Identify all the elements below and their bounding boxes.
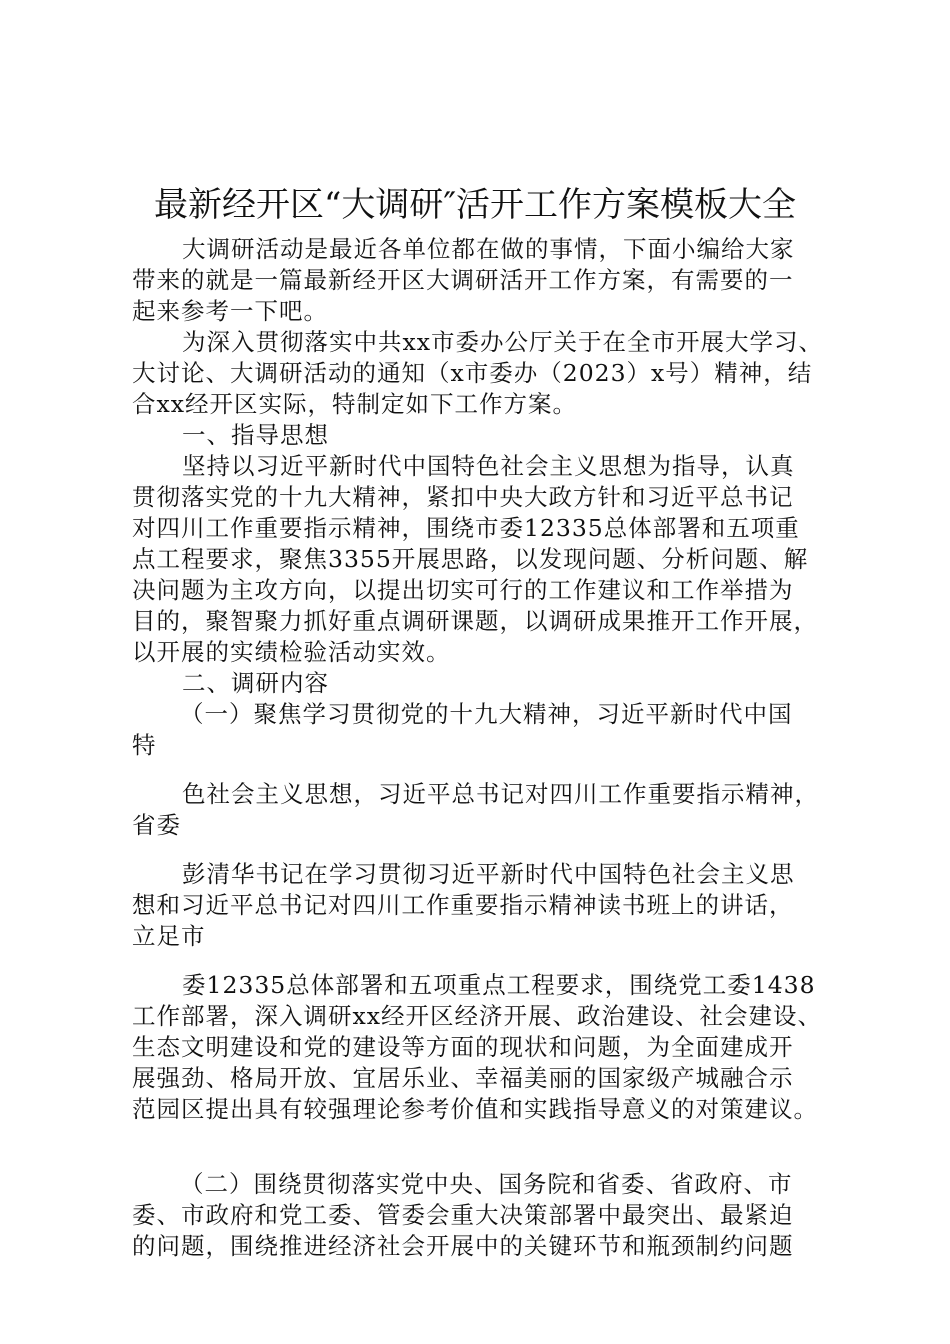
text-line: （二）围绕贯彻落实党中央、国务院和省委、省政府、市 bbox=[180, 1170, 793, 1198]
text-line: 想和习近平总书记对四川工作重要指示精神读书班上的讲话， bbox=[132, 891, 794, 919]
text-line: 范园区提出具有较强理论参考价值和实践指导意义的对策建议。 bbox=[132, 1095, 818, 1123]
document-body bbox=[132, 234, 832, 1262]
text-line: 工作部署，深入调研xx经开区经济开展、政治建设、社会建设、 bbox=[132, 1002, 823, 1030]
text-line: 委、市政府和党工委、管委会重大决策部署中最突出、最紧迫 bbox=[132, 1201, 794, 1229]
text-line: 大调研活动是最近各单位都在做的事情，下面小编给大家 bbox=[182, 235, 795, 263]
text-line: 以开展的实绩检验活动实效。 bbox=[132, 638, 451, 666]
text-line: 大讨论、大调研活动的通知（x市委办（2023）x号）精神，结 bbox=[132, 359, 813, 387]
section-heading: 一、指导思想 bbox=[182, 421, 329, 449]
text-line: 起来参考一下吧。 bbox=[132, 297, 328, 325]
document-title: 最新经开区“大调研″活开工作方案模板大全 bbox=[153, 185, 797, 225]
text-line: （一）聚焦学习贯彻党的十九大精神，习近平新时代中国 bbox=[180, 700, 793, 728]
text-line: 立足市 bbox=[132, 922, 206, 950]
text-line: 带来的就是一篇最新经开区大调研活开工作方案，有需要的一 bbox=[132, 266, 794, 294]
text-line: 目的，聚智聚力抓好重点调研课题，以调研成果推开工作开展， bbox=[132, 607, 818, 635]
text-line: 为深入贯彻落实中共xx市委办公厅关于在全市开展大学习、 bbox=[182, 328, 824, 356]
text-line: 委12335总体部署和五项重点工程要求，围绕党工委1438 bbox=[182, 971, 816, 999]
section-heading: 二、调研内容 bbox=[182, 669, 329, 697]
text-line: 合xx经开区实际，特制定如下工作方案。 bbox=[132, 390, 578, 418]
text-line: 点工程要求，聚焦3355开展思路，以发现问题、分析问题、解 bbox=[132, 545, 809, 573]
text-line: 坚持以习近平新时代中国特色社会主义思想为指导，认真 bbox=[182, 452, 795, 480]
text-line: 决问题为主攻方向，以提出切实可行的工作建议和工作举措为 bbox=[132, 576, 794, 604]
text-line: 省委 bbox=[132, 811, 181, 839]
text-line: 色社会主义思想，习近平总书记对四川工作重要指示精神， bbox=[182, 780, 819, 808]
text-line: 对四川工作重要指示精神，围绕市委12335总体部署和五项重 bbox=[132, 514, 800, 542]
text-line: 生态文明建设和党的建设等方面的现状和问题，为全面建成开 bbox=[132, 1033, 794, 1061]
text-line: 特 bbox=[132, 731, 157, 759]
text-line: 彭清华书记在学习贯彻习近平新时代中国特色社会主义思 bbox=[182, 860, 795, 888]
text-line: 展强劲、格局开放、宜居乐业、幸福美丽的国家级产城融合示 bbox=[132, 1064, 794, 1092]
text-line: 贯彻落实党的十九大精神，紧扣中央大政方针和习近平总书记 bbox=[132, 483, 794, 511]
text-line: 的问题，围绕推进经济社会开展中的关键环节和瓶颈制约问题 bbox=[132, 1232, 794, 1260]
